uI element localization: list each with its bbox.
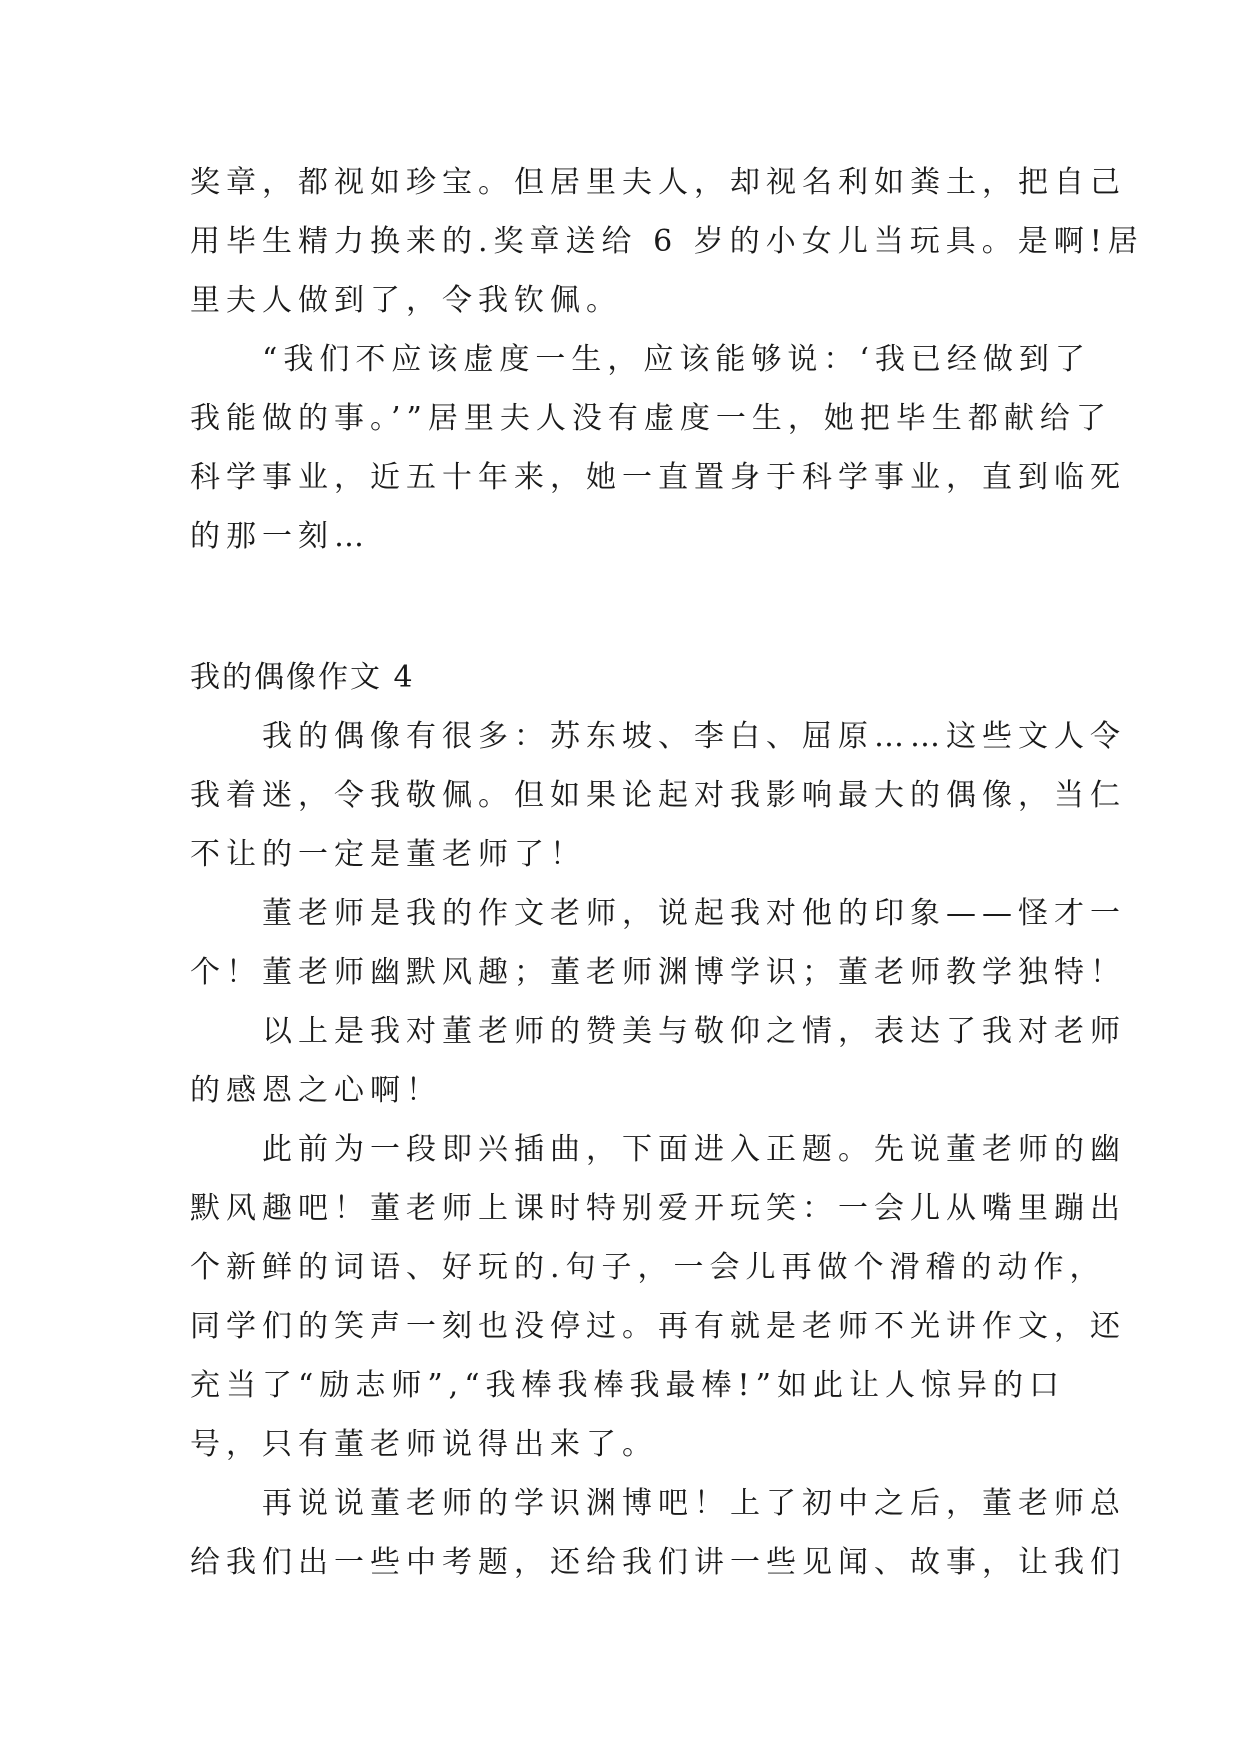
text-line: 号，只有董老师说得出来了。 <box>190 1427 658 1462</box>
section-gap <box>190 566 1050 648</box>
text-line: 我着迷，令我敬佩。但如果论起对我影响最大的偶像，当仁 <box>190 778 1126 813</box>
text-line: 里夫人做到了，令我钦佩。 <box>190 283 622 318</box>
previous-essay-continuation <box>190 153 1144 566</box>
text-line: 的感恩之心啊！ <box>190 1073 442 1108</box>
text-line: “我们不应该虚度一生，应该能够说：‘我已经做到了 <box>190 342 1091 377</box>
text-line: 不让的一定是董老师了！ <box>190 837 586 872</box>
text-line: 同学们的笑声一刻也没停过。再有就是老师不光讲作文，还 <box>190 1309 1126 1344</box>
text-line: 我能做的事。’”居里夫人没有虚度一生，她把毕生都献给了 <box>190 401 1112 436</box>
text-line: 此前为一段即兴插曲，下面进入正题。先说董老师的幽 <box>190 1132 1126 1167</box>
text-line: 个！董老师幽默风趣；董老师渊博学识；董老师教学独特！ <box>190 955 1126 990</box>
text-line: 我的偶像有很多：苏东坡、李白、屈原……这些文人令 <box>190 719 1126 754</box>
text-line: 再说说董老师的学识渊博吧！上了初中之后，董老师总 <box>190 1486 1126 1521</box>
text-line: 以上是我对董老师的赞美与敬仰之情，表达了我对老师 <box>190 1014 1126 1049</box>
essay-title: 我的偶像作文 4 <box>190 660 415 695</box>
text-line: 用毕生精力换来的.奖章送给 6 岁的小女儿当玩具。是啊!居 <box>190 224 1144 259</box>
text-line: 董老师是我的作文老师，说起我对他的印象——怪才一 <box>190 896 1126 931</box>
text-line: 的那一刻… <box>190 519 370 554</box>
document-body <box>190 153 1144 1592</box>
essay-4 <box>190 648 1126 1592</box>
text-line: 科学事业，近五十年来，她一直置身于科学事业，直到临死 <box>190 460 1126 495</box>
text-line: 默风趣吧！董老师上课时特别爱开玩笑：一会儿从嘴里蹦出 <box>190 1191 1126 1226</box>
text-line: 充当了“励志师”,“我棒我棒我最棒!”如此让人惊异的口 <box>190 1368 1065 1403</box>
text-line: 个新鲜的词语、好玩的.句子，一会儿再做个滑稽的动作， <box>190 1250 1106 1285</box>
text-line: 奖章，都视如珍宝。但居里夫人，却视名利如粪土，把自己 <box>190 165 1126 200</box>
text-line: 给我们出一些中考题，还给我们讲一些见闻、故事，让我们 <box>190 1545 1126 1580</box>
